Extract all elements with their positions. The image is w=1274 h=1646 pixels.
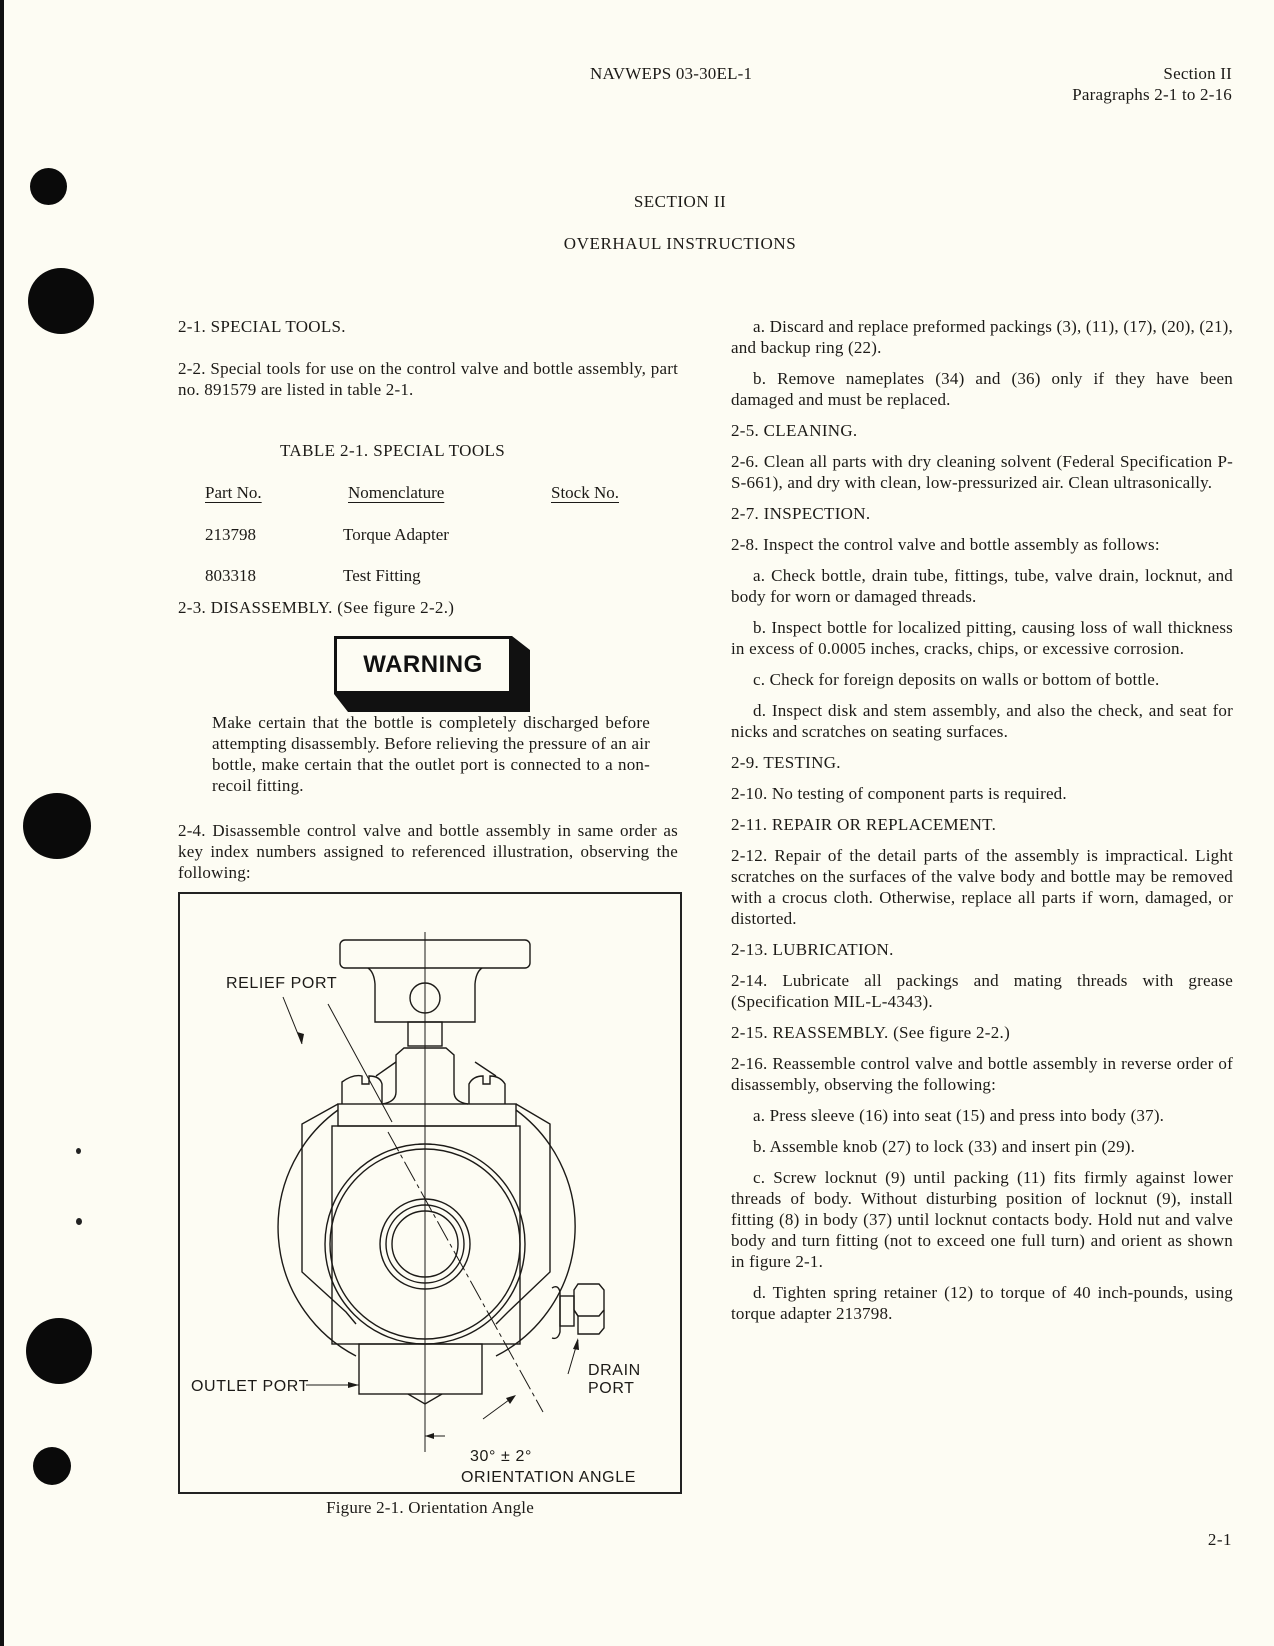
section-reference: Section II xyxy=(1163,64,1232,83)
paragraph-2-4b: b. Remove nameplates (34) and (36) only if they have been damaged and must be replaced. xyxy=(731,369,1233,409)
page-number: 2-1 xyxy=(1207,1530,1232,1549)
heading-2-15: 2-15. REASSEMBLY. (See figure 2-2.) xyxy=(731,1023,1011,1042)
paragraph-2-2: 2-2. Special tools for use on the control valve and bottle assembly, part no. 891579 are listed in table 2-1. xyxy=(178,359,678,399)
binder-hole xyxy=(33,1447,71,1485)
paragraph-2-16a: a. Press sleeve (16) into seat (15) and press into body (37). xyxy=(753,1106,1165,1125)
heading-2-9: 2-9. TESTING. xyxy=(731,753,841,772)
paragraph-2-8a: a. Check bottle, drain tube, fittings, tube, valve drain, locknut, and body for worn or damaged threads. xyxy=(731,566,1233,606)
paragraph-2-16c: c. Screw locknut (9) until packing (11) fits firmly against lower threads of body. Without disturbing position of locknut (9), install fitting (8) in body (37) until locknut contacts body. Hold nut and valve body and turn fitting (not to exceed one full turn) and orient as shown in figure 2-1. xyxy=(731,1168,1233,1271)
binder-hole xyxy=(26,1318,92,1384)
table-title: TABLE 2-1. SPECIAL TOOLS xyxy=(280,441,506,460)
heading-2-13: 2-13. LUBRICATION. xyxy=(731,940,894,959)
table-cell: Torque Adapter xyxy=(343,525,449,544)
binder-hole xyxy=(23,793,91,859)
orientation-angle-label: ORIENTATION ANGLE xyxy=(461,1469,636,1486)
paragraph-2-8b: b. Inspect bottle for localized pitting, causing loss of wall thickness in excess of 0.0005 inches, cracks, chips, or excessive corrosion. xyxy=(731,618,1233,658)
heading-2-5: 2-5. CLEANING. xyxy=(731,421,858,440)
paragraph-2-12: 2-12. Repair of the detail parts of the assembly is impractical. Light scratches on the surfaces of the valve body and bottle may be removed with a crocus cloth. Otherwise, replace all parts if worn, damaged, or distorted. xyxy=(731,846,1233,928)
paragraph-2-8d: d. Inspect disk and stem assembly, and also the check, and seat for nicks and scratches on seating surfaces. xyxy=(731,701,1233,741)
speck xyxy=(76,1218,82,1225)
paragraph-2-10: 2-10. No testing of component parts is required. xyxy=(731,784,1067,803)
table-cell: 803318 xyxy=(205,566,256,585)
paragraph-2-16d: d. Tighten spring retainer (12) to torque of 40 inch-pounds, using torque adapter 213798. xyxy=(731,1283,1233,1323)
table-cell: 213798 xyxy=(205,525,256,544)
paragraph-2-4a: a. Discard and replace preformed packings (3), (11), (17), (20), (21), and backup ring (22). xyxy=(731,317,1233,357)
warning-text: Make certain that the bottle is completely discharged before attempting disassembly. Before relieving the pressure of an air bottle, make certain that the outlet port is connected to a non-recoil fitting. xyxy=(212,713,650,795)
paragraphs-reference: Paragraphs 2-1 to 2-16 xyxy=(1072,85,1232,104)
heading-2-11: 2-11. REPAIR OR REPLACEMENT. xyxy=(731,815,997,834)
relief-port-label: RELIEF PORT xyxy=(226,975,338,992)
section-subtitle: OVERHAUL INSTRUCTIONS xyxy=(563,234,797,253)
table-header-nomenclature: Nomenclature xyxy=(348,483,445,502)
heading-2-7: 2-7. INSPECTION. xyxy=(731,504,871,523)
scan-edge xyxy=(0,0,4,1646)
table-header-stock-no: Stock No. xyxy=(551,483,619,502)
table-cell: Test Fitting xyxy=(343,566,421,585)
paragraph-2-4: 2-4. Disassemble control valve and bottle assembly in same order as key index numbers assigned to referenced illustration, observing the following: xyxy=(178,821,678,882)
figure-caption: Figure 2-1. Orientation Angle xyxy=(326,1498,534,1517)
paragraph-2-16b: b. Assemble knob (27) to lock (33) and insert pin (29). xyxy=(753,1137,1136,1156)
section-title: SECTION II xyxy=(633,192,727,211)
paragraph-2-8: 2-8. Inspect the control valve and bottle assembly as follows: xyxy=(731,535,1160,554)
binder-hole xyxy=(28,268,94,334)
paragraph-2-8c: c. Check for foreign deposits on walls or bottom of bottle. xyxy=(753,670,1160,689)
paragraph-2-16: 2-16. Reassemble control valve and bottle assembly in reverse order of disassembly, observing the following: xyxy=(731,1054,1233,1094)
warning-box xyxy=(334,636,512,694)
heading-2-1: 2-1. SPECIAL TOOLS. xyxy=(178,317,346,336)
right-column xyxy=(731,316,1233,1324)
speck xyxy=(76,1148,81,1154)
paragraph-2-6: 2-6. Clean all parts with dry cleaning solvent (Federal Specification P-S-661), and dry with clean, low-pressurized air. Clean ultrasonically. xyxy=(731,452,1233,492)
binder-hole xyxy=(30,168,67,205)
drain-port-label-line1: DRAIN xyxy=(588,1362,641,1379)
left-column xyxy=(178,316,678,400)
drain-port-label-line2: PORT xyxy=(588,1380,635,1397)
outlet-port-label: OUTLET PORT xyxy=(191,1378,310,1395)
angle-value-label: 30° ± 2° xyxy=(470,1448,532,1465)
warning-label: WARNING xyxy=(363,651,483,678)
heading-2-3: 2-3. DISASSEMBLY. (See figure 2-2.) xyxy=(178,598,455,617)
paragraph-2-14: 2-14. Lubricate all packings and mating threads with grease (Specification MIL-L-4343). xyxy=(731,971,1233,1011)
document-number: NAVWEPS 03-30EL-1 xyxy=(590,64,753,83)
table-header-part-no: Part No. xyxy=(205,483,262,502)
